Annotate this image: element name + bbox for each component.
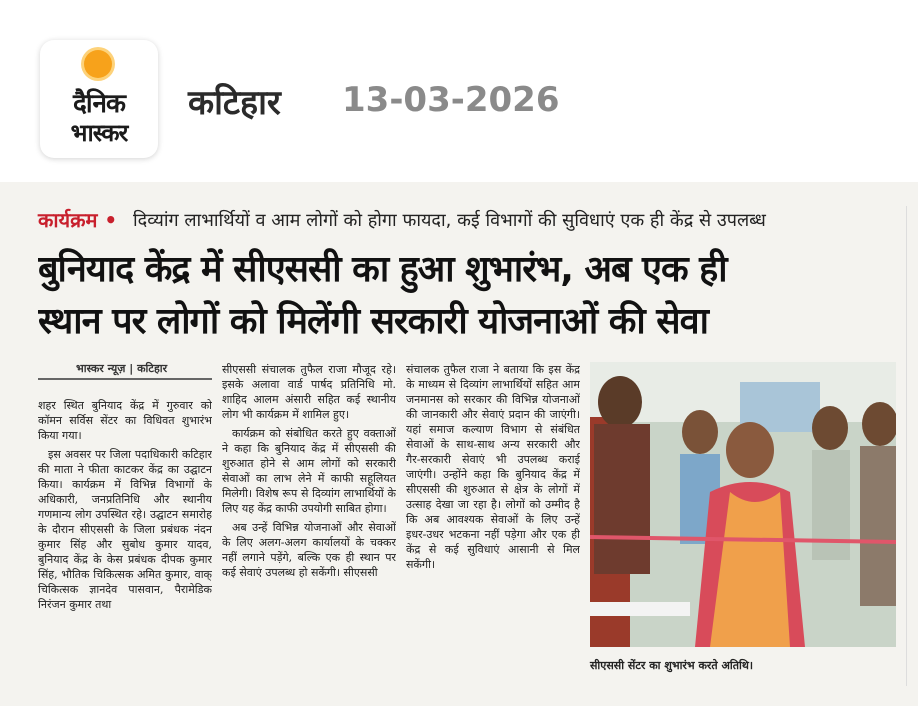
paragraph: इस अवसर पर जिला पदाधिकारी कटिहार की माता ने फीता काटकर केंद्र का उद्घाटन किया। कार्यक्रम में विभिन्न विभागों के अधिकारी, जनप्रतिनिधि और स्थानीय गणमान्य लोग उपस्थित रहे। उद्घाटन समारोह के दौरान सीएससी के जिला प्रबंधक नंदन कुमार सिंह और सुबोध कुमार यादव, बुनियाद केंद्र के केस प्रबंधक दीपक कुमार सिंह, भौतिक चिकित्सक अमित कुमार, वाक् चिकित्सक ज्ञानदेव पासवान, पैरामेडिक निरंजन कुमार तथा (38, 448, 212, 611)
paragraph: कार्यक्रम को संबोधित करते हुए वक्ताओं ने कहा कि बुनियाद केंद्र में सीएससी की शुरुआत होने से आम लोगों को सरकारी सेवाओं का लाभ लेने में काफी सहूलियत मिलेगी। विशेष रूप से दिव्यांग लाभार्थियों के लिए यह केंद्र काफी उपयोगी साबित होगा। (222, 427, 396, 515)
inauguration-photo (590, 362, 896, 647)
headline-line-1: बुनियाद केंद्र में सीएससी का हुआ शुभारंभ, अब एक ही (38, 249, 727, 290)
paragraph: संचालक तुफैल राजा ने बताया कि इस केंद्र के माध्यम से दिव्यांग लाभार्थियों सहित आम जनमानस को सरकार की विभिन्न योजनाओं की जानकारी और सेवाएं प्रदान की जाएंगी। यहां समाज कल्याण विभाग से संबंधित सेवाओं के साथ-साथ अन्य सरकारी और गैर-सरकारी सेवाएं भी उपलब्ध कराई जाएंगी। उन्होंने कहा कि बुनियाद केंद्र में सीएससी की शुरुआत से क्षेत्र के लोगों में उत्साह देखा जा रहा है। लोगों को उम्मीद है कि अब आवश्यक सेवाओं के लिए उन्हें इधर-उधर भटकना नहीं पड़ेगा और एक ही केंद्र से कई सुविधाएं आसानी से मिल सकेंगी। (406, 363, 580, 571)
kicker-label: कार्यक्रम • (38, 208, 118, 232)
article-headline (38, 244, 898, 348)
article-column-2 (222, 362, 396, 687)
dainik-bhaskar-logo[interactable] (40, 40, 158, 158)
logo-text-bhaskar: भास्कर (70, 119, 128, 147)
article-column-3 (406, 362, 580, 687)
headline-line-2: स्थान पर लोगों को मिलेंगी सरकारी योजनाओं की सेवा (38, 301, 708, 342)
byline: भास्कर न्यूज़ | कटिहार (76, 362, 168, 375)
paragraph: अब उन्हें विभिन्न योजनाओं और सेवाओं के लिए अलग-अलग कार्यालयों के चक्कर नहीं लगाने पड़ेंगे, बल्कि एक ही स्थान पर कई सेवाएं उपलब्ध हो सकेंगी। सीएससी (222, 521, 396, 579)
paragraph: सीएससी संचालक तुफैल राजा मौजूद रहे। इसके अलावा वार्ड पार्षद प्रतिनिधि मो. शाहिद आलम अंसारी सहित कई स्थानीय लोग भी कार्यक्रम में शामिल हुए। (222, 363, 396, 421)
edition-city: कटिहार (188, 83, 281, 123)
photo-illustration (590, 362, 896, 647)
photo-caption: सीएससी सेंटर का शुभारंभ करते अतिथि। (590, 659, 754, 672)
logo-text-dainik: दैनिक (73, 89, 125, 119)
paragraph: शहर स्थित बुनियाद केंद्र में गुरुवार को कॉमन सर्विस सेंटर का विधिवत शुभारंभ किया गया। (38, 399, 212, 442)
edition-date: 13-03-2026 (342, 80, 560, 120)
sun-icon (84, 50, 112, 78)
adjacent-article-edge (906, 206, 918, 686)
kicker-text: दिव्यांग लाभार्थियों व आम लोगों को होगा फायदा, कई विभागों की सुविधाएं एक ही केंद्र से उपलब्ध (133, 210, 766, 231)
article-column-1 (38, 398, 212, 683)
